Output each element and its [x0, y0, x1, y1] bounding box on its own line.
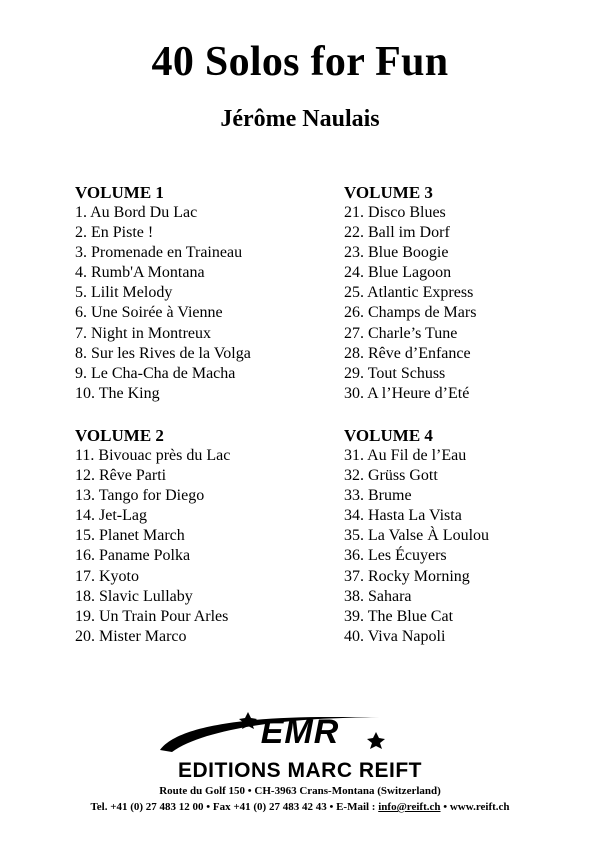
track-item: 1. Au Bord Du Lac	[75, 204, 198, 221]
track-item: 32. Grüss Gott	[344, 467, 438, 485]
track-item: 19. Un Train Pour Arles	[75, 607, 229, 625]
footer-address: Route du Golf 150 • CH-3963 Crans-Montana (Switzerland)	[159, 785, 441, 797]
composer-name: Jérôme Naulais	[220, 106, 380, 132]
track-item: 33. Brume	[344, 487, 412, 505]
track-item: 9. Le Cha-Cha de Macha	[75, 364, 236, 382]
track-item: 20. Mister Marco	[75, 627, 187, 645]
volume-heading: VOLUME 3	[344, 183, 433, 202]
track-item: 7. Night in Montreux	[75, 324, 211, 342]
volume-heading: VOLUME 1	[75, 183, 164, 202]
track-item: 18. Slavic Lullaby	[75, 587, 193, 605]
track-item: 28. Rêve d’Enfance	[344, 344, 471, 362]
volume-3	[344, 183, 476, 404]
track-item: 29. Tout Schuss	[344, 364, 446, 382]
email-link[interactable]: info@reift.ch	[378, 801, 441, 813]
track-item: 6. Une Soirée à Vienne	[75, 304, 223, 322]
volume-2	[75, 426, 230, 647]
track-item: 27. Charle’s Tune	[344, 324, 458, 342]
track-item: 31. Au Fil de l’Eau	[344, 447, 467, 464]
track-item: 30. A l’Heure d’Eté	[344, 384, 470, 402]
track-item: 25. Atlantic Express	[344, 284, 474, 302]
track-item: 38. Sahara	[344, 587, 412, 605]
track-item: 10. The King	[75, 384, 160, 402]
track-item: 23. Blue Boogie	[344, 244, 449, 262]
volume-4	[344, 426, 489, 647]
track-list	[344, 203, 476, 404]
track-item: 24. Blue Lagoon	[344, 264, 452, 282]
track-item: 11. Bivouac près du Lac	[75, 447, 231, 464]
track-item: 2. En Piste !	[75, 224, 154, 242]
track-list	[344, 446, 489, 647]
track-item: 21. Disco Blues	[344, 204, 446, 221]
volume-heading: VOLUME 4	[344, 426, 433, 445]
track-item: 26. Champs de Mars	[344, 304, 477, 322]
contact-phone-fax: Tel. +41 (0) 27 483 12 00 • Fax +41 (0) 27 483 42 43 • E-Mail :	[90, 801, 379, 813]
track-list	[75, 446, 230, 647]
track-item: 5. Lilit Melody	[75, 284, 173, 302]
volume-heading: VOLUME 2	[75, 426, 164, 445]
volume-1	[75, 183, 251, 404]
track-item: 12. Rêve Parti	[75, 467, 167, 485]
track-item: 4. Rumb'A Montana	[75, 264, 205, 282]
track-item: 39. The Blue Cat	[344, 607, 454, 625]
logo-mark: EMR	[260, 713, 340, 751]
footer-contact	[0, 801, 600, 813]
track-item: 15. Planet March	[75, 527, 185, 545]
track-item: 3. Promenade en Traineau	[75, 244, 243, 262]
page-title: 40 Solos for Fun	[151, 39, 449, 85]
track-item: 8. Sur les Rives de la Volga	[75, 344, 251, 362]
emr-logo	[150, 712, 450, 784]
track-item: 34. Hasta La Vista	[344, 507, 462, 525]
track-item: 35. La Valse À Loulou	[344, 527, 490, 545]
track-item: 16. Paname Polka	[75, 547, 191, 565]
track-item: 22. Ball im Dorf	[344, 224, 450, 242]
publisher-name: EDITIONS MARC REIFT	[178, 759, 422, 782]
track-item: 36. Les Écuyers	[344, 547, 447, 565]
website-text: • www.reift.ch	[440, 801, 510, 813]
track-item: 13. Tango for Diego	[75, 487, 205, 505]
track-item: 14. Jet-Lag	[75, 507, 147, 525]
track-list	[75, 203, 251, 404]
track-item: 17. Kyoto	[75, 567, 139, 585]
track-item: 40. Viva Napoli	[344, 627, 446, 645]
track-item: 37. Rocky Morning	[344, 567, 470, 585]
